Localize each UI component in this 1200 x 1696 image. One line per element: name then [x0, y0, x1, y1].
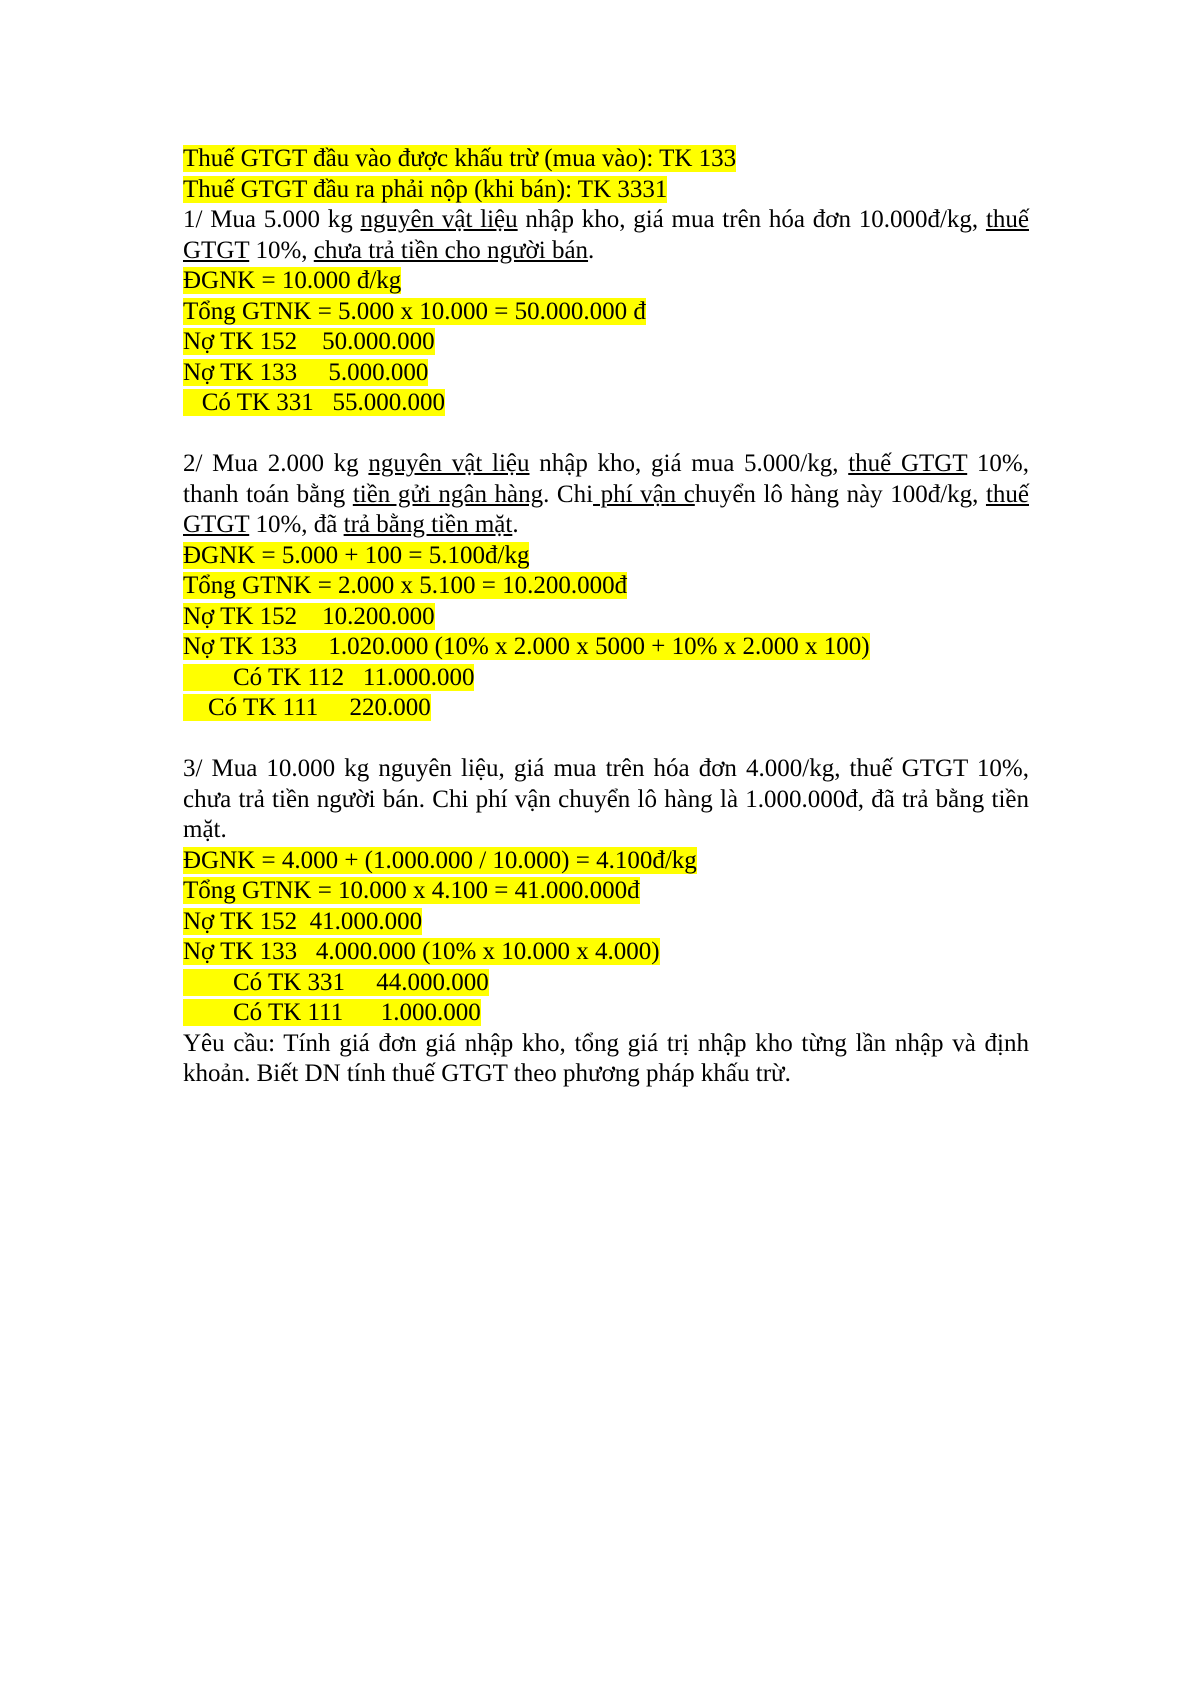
problem-2-total-value: Tổng GTNK = 2.000 x 5.100 = 10.200.000đ: [183, 572, 628, 599]
problem-2-credit-111: Có TK 111 220.000: [183, 694, 431, 721]
problem-1-debit-133: Nợ TK 133 5.000.000: [183, 358, 429, 386]
requirement-paragraph: Yêu cầu: Tính giá đơn giá nhập kho, tổng giá trị nhập kho từng lần nhập và định khoản. Biết DN tính thuế GTGT theo phương pháp khấu trừ.: [183, 1029, 1029, 1087]
problem-3-credit-111: Có TK 111 1.000.000: [183, 999, 481, 1026]
problem-1-statement: 1/ Mua 5.000 kg nguyên vật liệu nhập kho, giá mua trên hóa đơn 10.000đ/kg, thuế GTGT 10%, chưa trả tiền cho người bán.: [183, 206, 1029, 264]
problem-1-debit-152: Nợ TK 152 50.000.000: [183, 328, 435, 355]
problem-3-total-value: Tổng GTNK = 10.000 x 4.100 = 41.000.000đ: [183, 877, 640, 904]
problem-2-credit-112: Có TK 112 11.000.000: [183, 663, 475, 691]
problem-3-debit-133: Nợ TK 133 4.000.000 (10% x 10.000 x 4.000): [183, 938, 660, 965]
problem-1-unit-cost: ĐGNK = 10.000 đ/kg: [183, 267, 402, 294]
problem-1-total-value: Tổng GTNK = 5.000 x 10.000 = 50.000.000 đ: [183, 297, 646, 325]
problem-2-debit-152: Nợ TK 152 10.200.000: [183, 602, 435, 630]
problem-2-debit-133: Nợ TK 133 1.020.000 (10% x 2.000 x 5000 + 10% x 2.000 x 100): [183, 633, 870, 660]
spacer: [183, 724, 1029, 755]
spacer: [183, 419, 1029, 450]
problem-3-debit-152: Nợ TK 152 41.000.000: [183, 907, 423, 935]
problem-3-statement: 3/ Mua 10.000 kg nguyên liệu, giá mua trên hóa đơn 4.000/kg, thuế GTGT 10%, chưa trả tiền người bán. Chi phí vận chuyển lô hàng là 1.000.000đ, đã trả bằng tiền mặt.: [183, 755, 1029, 843]
problem-1-credit-331: Có TK 331 55.000.000: [183, 389, 446, 416]
header-line-output-vat: Thuế GTGT đầu ra phải nộp (khi bán): TK 3331: [183, 175, 668, 203]
problem-2-unit-cost: ĐGNK = 5.000 + 100 = 5.100đ/kg: [183, 541, 530, 569]
header-line-input-vat: Thuế GTGT đầu vào được khấu trừ (mua vào): TK 133: [183, 145, 737, 172]
problem-2-statement: 2/ Mua 2.000 kg nguyên vật liệu nhập kho, giá mua 5.000/kg, thuế GTGT 10%, thanh toán bằng tiền gửi ngân hàng. Chi phí vận chuyển lô hàng này 100đ/kg, thuế GTGT 10%, đã trả bằng tiền mặt.: [183, 450, 1029, 538]
document-body: [183, 144, 1029, 1090]
problem-3-credit-331: Có TK 331 44.000.000: [183, 968, 489, 996]
problem-3-unit-cost: ĐGNK = 4.000 + (1.000.000 / 10.000) = 4.100đ/kg: [183, 846, 697, 874]
